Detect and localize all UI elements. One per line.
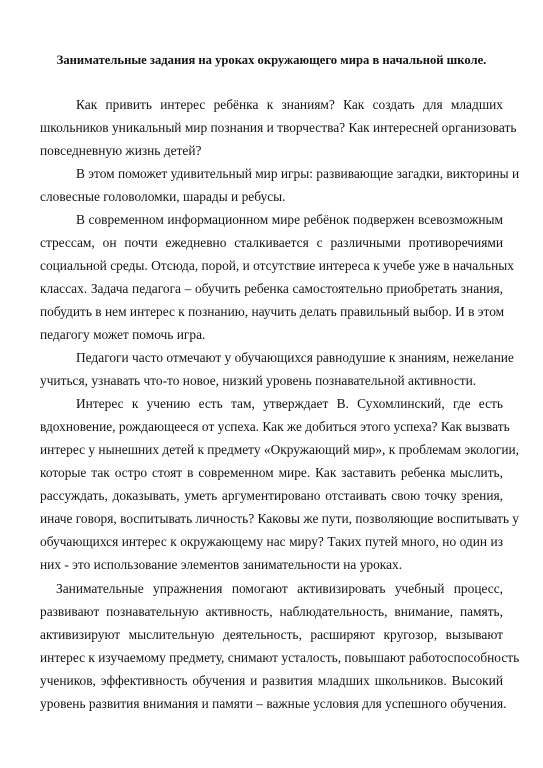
paragraph-line: педагогу может помочь игра. [40,327,206,342]
paragraph-line: классах. Задача педагога – обучить ребенка самостоятельно приобретать знания, [40,281,503,296]
paragraph-line: Как привить интерес ребёнка к знаниям? Как создать для младших [76,97,503,112]
paragraph-line: них - это использование элементов занимательности на уроках. [40,557,403,572]
paragraph-line: словесные головоломки, шарады и ребусы. [40,189,286,204]
paragraph-line: развивают познавательную активность, наблюдательность, внимание, память, [40,604,503,619]
paragraph-line: которые так остро стоят в современном мире. Как заставить ребенка мыслить, [40,465,503,480]
paragraph-line: В этом поможет удивительный мир игры: развивающие загадки, викторины и [76,166,520,181]
paragraph-line: социальной среды. Отсюда, порой, и отсутствие интереса к учебе уже в начальных [40,258,514,273]
paragraph-line: уровень развития внимания и памяти – важные условия для успешного обучения. [40,696,507,711]
paragraph-line: школьников уникальный мир познания и творчества? Как интересней организовать [40,120,517,135]
paragraph-line: иначе говоря, воспитывать личность? Каковы же пути, позволяющие воспитывать у [40,511,519,526]
paragraph-line: активизируют мыслительную деятельность, расширяют кругозор, вызывают [40,627,503,642]
paragraph-line: стрессам, он почти ежедневно сталкивается с различными противоречиями [40,235,503,250]
paragraph-line: вдохновение, рождающееся от успеха. Как же добиться этого успеха? Как вызвать [40,419,510,434]
paragraph-line: В современном информационном мире ребёнок подвержен всевозможным [76,212,503,227]
paragraph-line: учиться, узнавать что-то новое, низкий уровень познавательной активности. [40,373,477,388]
paragraph-line: рассуждать, доказывать, уметь аргументировано отстаивать свою точку зрения, [40,488,503,503]
paragraph-line: интерес к изучаемому предмету, снимают усталость, повышают работоспособность [40,650,520,665]
paragraph-line: повседневную жизнь детей? [40,143,202,158]
paragraph-line: учеников, эффективность обучения и развития младших школьников. Высокий [40,673,503,688]
paragraph-line: Интерес к учению есть там, утверждает В. Сухомлинский, где есть [76,396,503,411]
paragraph-line: побудить в нем интерес к познанию, научить делать правильный выбор. И в этом [40,304,505,319]
paragraph-line: обучающихся интерес к окружающему нас миру? Таких путей много, но один из [40,534,503,549]
paragraph-line: Педагоги часто отмечают у обучающихся равнодушие к знаниям, нежелание [76,350,514,365]
paragraph-line: Занимательные упражнения помогают активизировать учебный процесс, [56,581,503,596]
paragraph-line: интерес у нынешних детей к предмету «Окружающий мир», к проблемам экологии, [40,442,520,457]
document-title: Занимательные задания на уроках окружающего мира в начальной школе. [56,53,487,67]
